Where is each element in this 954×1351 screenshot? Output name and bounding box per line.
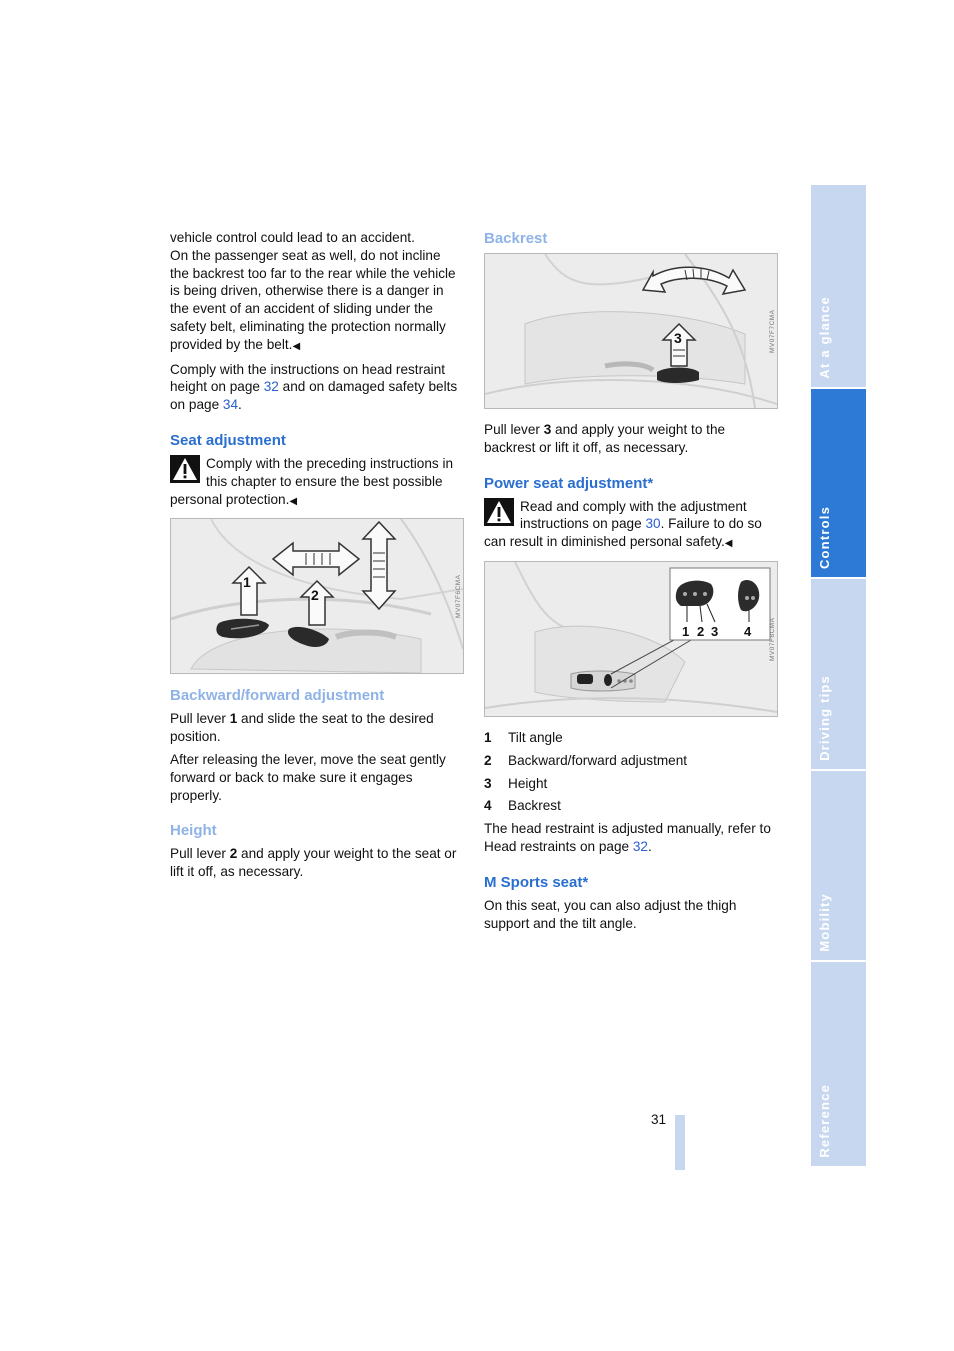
head-restraint-paragraph: The head restraint is adjusted manually, refer to Head restraints on page 32.: [484, 821, 771, 854]
intro-paragraph: On the passenger seat as well, do not incline the backrest too far to the rear while the vehicle is being driven, otherwise there is a danger in the event of an accident of sliding under the safety belt, eliminating the protection normally provided by the belt.◀: [170, 247, 456, 352]
figure-label-1: 1: [243, 574, 251, 591]
legend-item: 4 Backrest: [484, 798, 561, 814]
power-seat-warning: Read and comply with the adjustment instructions on page 30. Failure to do so can result in diminished personal safety.◀: [484, 498, 762, 550]
right-column: [484, 229, 776, 937]
intro-line: vehicle control could lead to an accident.: [170, 230, 415, 245]
seat-adjustment-heading: Seat adjustment: [170, 431, 286, 449]
height-paragraph: Pull lever 2 and apply your weight to the seat or lift it off, as necessary.: [170, 846, 457, 880]
figure-label-1: 1: [682, 623, 690, 639]
seat-levers-illustration: [171, 519, 463, 673]
figure-label-2: 2: [697, 623, 705, 639]
backward-forward-paragraph: Pull lever 1 and slide the seat to the desired position.: [170, 711, 434, 745]
power-seat-illustration: [485, 562, 777, 716]
page-link-34[interactable]: 34: [222, 397, 239, 413]
warning-icon: [484, 498, 514, 526]
warning-icon: [170, 455, 200, 483]
tab-controls[interactable]: Controls: [811, 389, 866, 577]
release-lever-paragraph: After releasing the lever, move the seat gently forward or back to make sure it engages properly.: [170, 751, 446, 803]
power-seat-heading: Power seat adjustment*: [484, 474, 654, 492]
figure-label-2: 2: [311, 587, 319, 604]
tab-reference[interactable]: Reference: [811, 962, 866, 1166]
left-column: [170, 229, 462, 886]
figure-code: MV07F7CMA: [769, 309, 776, 353]
end-mark-icon: ◀: [724, 538, 733, 550]
page-link-32[interactable]: 32: [632, 838, 648, 854]
page-number: 31: [651, 1112, 667, 1127]
backrest-illustration: [485, 254, 777, 408]
end-mark-icon: ◀: [289, 495, 298, 507]
tab-mobility[interactable]: Mobility: [811, 771, 866, 960]
m-sports-seat-paragraph: On this seat, you can also adjust the thigh support and the tilt angle.: [484, 897, 737, 931]
chapter-tabs: [811, 185, 866, 1166]
m-sports-seat-heading: M Sports seat*: [484, 873, 589, 891]
figure-label-3: 3: [711, 623, 719, 639]
legend-item: 2 Backward/forward adjustment: [484, 752, 688, 768]
legend-item: 3 Height: [484, 775, 548, 791]
figure-label-3: 3: [674, 330, 682, 346]
legend-item: 1 Tilt angle: [484, 729, 563, 745]
height-heading: Height: [170, 822, 217, 840]
page-link-30[interactable]: 30: [645, 516, 661, 532]
figure-code: MV07F6CMA: [455, 574, 462, 619]
tab-at-a-glance[interactable]: At a glance: [811, 185, 866, 387]
backrest-figure: [484, 253, 778, 409]
end-mark-icon: ◀: [292, 340, 301, 352]
power-seat-figure: [484, 561, 778, 717]
page-marker-bar: [675, 1115, 685, 1170]
figure-code: MV07F8CMA: [769, 617, 776, 661]
page-link-32[interactable]: 32: [263, 379, 279, 395]
comply-paragraph: Comply with the instructions on head restraint height on page 32 and on damaged safety belts on page 34.: [170, 361, 458, 413]
tab-driving-tips[interactable]: Driving tips: [811, 579, 866, 769]
figure-label-4: 4: [744, 623, 752, 639]
seat-warning: Comply with the preceding instructions in this chapter to ensure the best possible personal protection.◀: [170, 455, 454, 507]
backward-forward-heading: Backward/forward adjustment: [170, 687, 385, 705]
backrest-heading: Backrest: [484, 230, 548, 247]
backrest-paragraph: Pull lever 3 and apply your weight to the backrest or lift it off, as necessary.: [484, 422, 726, 455]
seat-adjustment-figure: [170, 518, 464, 674]
